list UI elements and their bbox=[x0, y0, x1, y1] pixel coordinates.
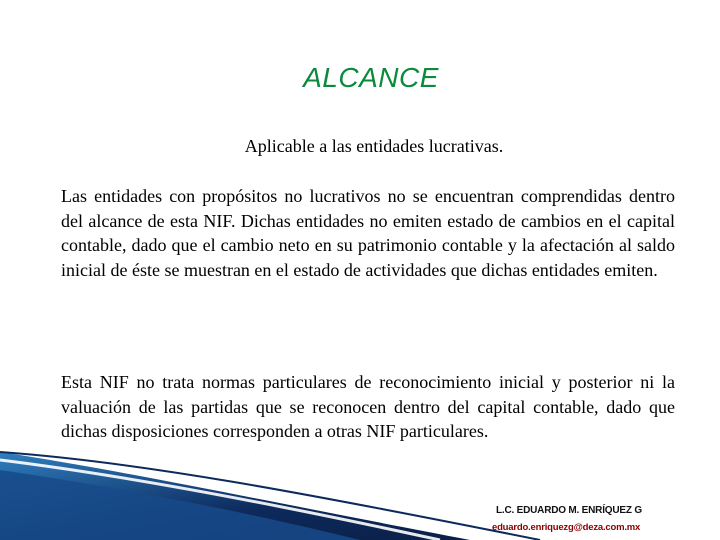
body-paragraph: Las entidades con propósitos no lucrativos no se encuentran comprendidas dentro del alcance de esta NIF. Dichas entidades no emiten estado de cambios en el capital contable, dado que el cambio neto en su patrimonio contable y la afectación al saldo inicial de éste se muestran en el estado de actividades que dichas entidades emiten. bbox=[61, 186, 675, 280]
slide-subtitle: Aplicable a las entidades lucrativas. bbox=[244, 136, 504, 156]
author-email: eduardo.enriquezg@deza.com.mx bbox=[492, 522, 641, 533]
slide-title: ALCANCE bbox=[303, 62, 439, 93]
author-name: L.C. EDUARDO M. ENRÍQUEZ G bbox=[496, 505, 642, 516]
body-paragraph: Esta NIF no trata normas particulares de reconocimiento inicial y posterior ni la valuación de las partidas que se reconocen dentro del capital contable, dado que dichas disposiciones corresponden a otras NIF particulares. bbox=[61, 372, 675, 442]
